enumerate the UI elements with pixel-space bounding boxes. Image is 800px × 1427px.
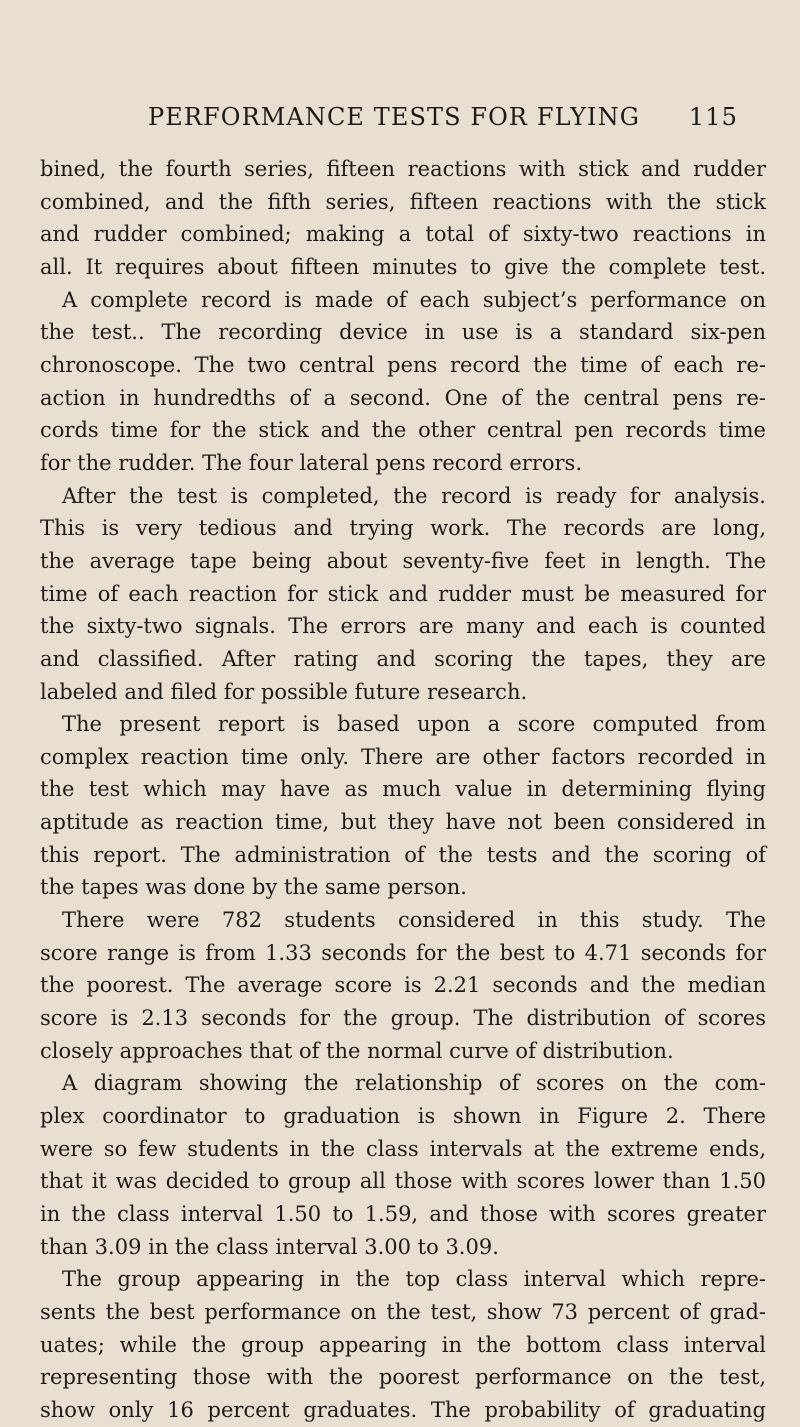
text-line: aptitude as reaction time, but they have not been considered in [40, 810, 766, 835]
text-line: time of each reaction for stick and rudder must be measured for [40, 581, 766, 606]
text-line: bined, the fourth series, fifteen reactions with stick and rudder [40, 157, 766, 181]
text-line: uates; while the group appearing in the bottom class interval [40, 1332, 766, 1357]
paragraph-end-line: for the rudder. The four lateral pens record errors. [40, 450, 583, 475]
text-line: in the class interval 1.50 to 1.59, and those with scores greater [40, 1202, 766, 1226]
text-line: sents the best performance on the test, show 73 percent of grad- [40, 1299, 766, 1324]
text-line: score range is from 1.33 seconds for the best to 4.71 seconds for [40, 940, 766, 965]
text-line: the sixty-two signals. The errors are many and each is counted [40, 614, 766, 639]
running-head [148, 103, 738, 131]
body-text [40, 153, 766, 1427]
text-line: score is 2.13 seconds for the group. The distribution of scores [40, 1006, 766, 1031]
text-line: that it was decided to group all those with scores lower than 1.50 [40, 1169, 766, 1194]
text-line: representing those with the poorest performance on the test, [40, 1365, 766, 1390]
text-line: cords time for the stick and the other central pen records time [40, 418, 766, 443]
paragraph-end-line: labeled and filed for possible future research. [40, 679, 528, 704]
paragraph-start-line: A complete record is made of each subject’s performance on [62, 287, 766, 312]
text-line: the test.. The recording device in use is a standard six-pen [40, 320, 766, 345]
running-head-title: PERFORMANCE TESTS FOR FLYING [148, 103, 640, 131]
paragraph-end-line: closely approaches that of the normal curve of distribution. [40, 1038, 674, 1063]
paragraph-end-line: the tapes was done by the same person. [40, 875, 467, 900]
paragraph-start-line: There were 782 students considered in this study. The [62, 908, 766, 933]
text-line: the poorest. The average score is 2.21 seconds and the median [40, 973, 766, 998]
paragraph-end-line: than 3.09 in the class interval 3.00 to 3.09. [40, 1234, 499, 1259]
text-line: the average tape being about seventy-five feet in length. The [40, 548, 766, 573]
text-line: and classified. After rating and scoring the tapes, they are [40, 646, 766, 671]
text-line: action in hundredths of a second. One of the central pens re- [40, 385, 766, 410]
paragraph-start-line: The present report is based upon a score computed from [62, 712, 766, 737]
text-line: all. It requires about fifteen minutes to give the complete test. [40, 254, 766, 279]
text-line: and rudder combined; making a total of sixty-two reactions in [40, 222, 766, 247]
text-line: complex reaction time only. There are other factors recorded in [40, 744, 766, 769]
text-line: were so few students in the class intervals at the extreme ends, [40, 1136, 766, 1161]
text-line: plex coordinator to graduation is shown in Figure 2. There [40, 1104, 766, 1129]
text-line: This is very tedious and trying work. The records are long, [40, 516, 766, 541]
text-line: this report. The administration of the tests and the scoring of [40, 842, 766, 867]
text-line: chronoscope. The two central pens record the time of each re- [40, 352, 766, 377]
paragraph-start-line: A diagram showing the relationship of scores on the com- [62, 1071, 766, 1096]
text-line: show only 16 percent graduates. The probability of graduating [40, 1397, 766, 1422]
text-line: combined, and the fifth series, fifteen reactions with the stick [40, 189, 766, 214]
page-number: 115 [688, 103, 738, 131]
paragraph-start-line: The group appearing in the top class interval which repre- [62, 1267, 766, 1292]
text-line: the test which may have as much value in determining flying [40, 777, 766, 802]
paragraph-start-line: After the test is completed, the record is ready for analysis. [62, 483, 766, 508]
